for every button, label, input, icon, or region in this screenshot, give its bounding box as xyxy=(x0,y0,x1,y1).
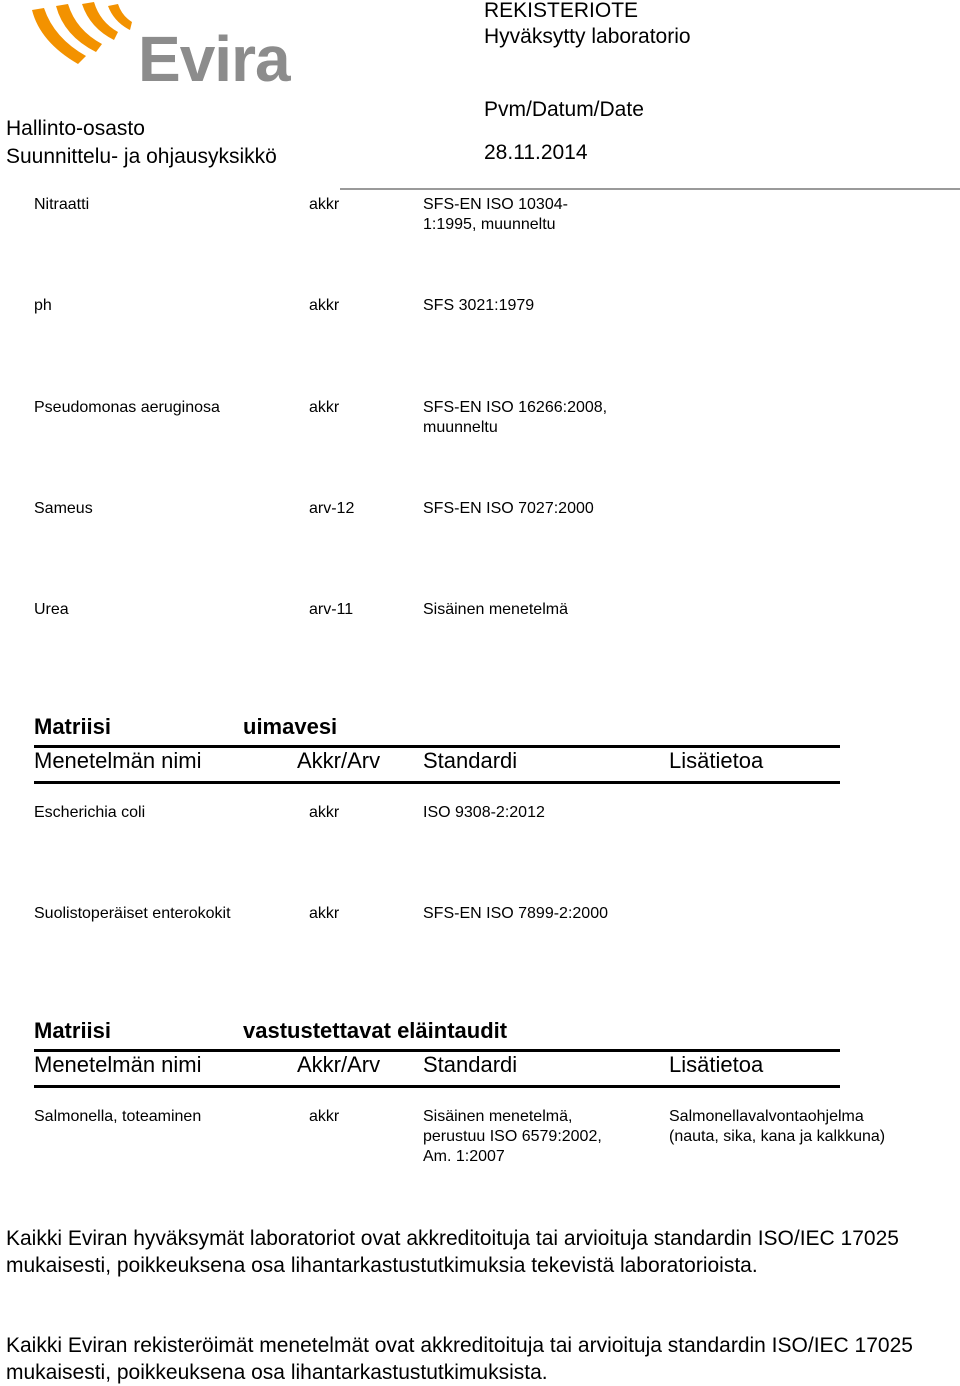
matrix-section xyxy=(34,714,840,794)
document-subtitle: Hyväksytty laboratorio xyxy=(484,25,691,48)
akkr-arv: akkr xyxy=(309,196,340,213)
date-value: 28.11.2014 xyxy=(484,141,588,164)
column-header-akkr: Akkr/Arv xyxy=(297,748,381,773)
standard: Sisäinen menetelmä, perustuu ISO 6579:2002, Am. 1:2007 xyxy=(423,1108,602,1165)
standard: SFS-EN ISO 16266:2008, muunneltu xyxy=(423,399,608,436)
standard: SFS-EN ISO 10304- 1:1995, muunneltu xyxy=(423,196,568,233)
column-header-info: Lisätietoa xyxy=(669,748,764,773)
evira-logo xyxy=(26,2,306,95)
date-label: Pvm/Datum/Date xyxy=(484,98,644,121)
matrix-bottom-rule xyxy=(34,781,840,784)
standard: SFS 3021:1979 xyxy=(423,297,535,314)
matrix-label: Matriisi xyxy=(34,1018,112,1043)
akkr-arv: arv-11 xyxy=(309,601,354,618)
matrix-name: vastustettavat eläintaudit xyxy=(243,1018,508,1043)
method-name: Sameus xyxy=(34,500,93,517)
unit-name: Suunnittelu- ja ohjausyksikkö xyxy=(6,145,277,168)
column-header-akkr: Akkr/Arv xyxy=(297,1052,381,1077)
standard: SFS-EN ISO 7027:2000 xyxy=(423,500,594,517)
akkr-arv: akkr xyxy=(309,804,340,821)
column-header-method: Menetelmän nimi xyxy=(34,1052,202,1077)
method-name: ph xyxy=(34,297,52,314)
matrix-label: Matriisi xyxy=(34,714,112,739)
document-title: REKISTERIOTE xyxy=(484,0,639,22)
method-name: Urea xyxy=(34,601,69,618)
standard: SFS-EN ISO 7899-2:2000 xyxy=(423,905,608,922)
matrix-name: uimavesi xyxy=(243,714,338,739)
additional-info: Salmonellavalvontaohjelma (nauta, sika, kana ja kalkkuna) xyxy=(669,1108,886,1145)
standard: ISO 9308-2:2012 xyxy=(423,804,545,821)
matrix-section xyxy=(34,1018,840,1098)
akkr-arv: akkr xyxy=(309,297,340,314)
method-name: Salmonella, toteaminen xyxy=(34,1108,202,1125)
department-name: Hallinto-osasto xyxy=(6,117,145,140)
column-header-method: Menetelmän nimi xyxy=(34,748,202,773)
method-name: Escherichia coli xyxy=(34,804,146,821)
method-name: Nitraatti xyxy=(34,196,90,213)
akkr-arv: akkr xyxy=(309,1108,340,1125)
header-divider xyxy=(340,188,960,190)
column-header-standard: Standardi xyxy=(423,748,518,773)
akkr-arv: akkr xyxy=(309,399,340,416)
footer-paragraph-1: Kaikki Eviran hyväksymät laboratoriot ovat akkreditoituja tai arvioituja standardin ISO/IEC 17025 mukaisesti, poikkeuksena osa lihantarkastustutkimuksia tekevistä laboratorioista. xyxy=(6,1227,899,1277)
column-header-info: Lisätietoa xyxy=(669,1052,764,1077)
akkr-arv: akkr xyxy=(309,905,340,922)
matrix-bottom-rule xyxy=(34,1085,840,1088)
method-name: Suolistoperäiset enterokokit xyxy=(34,905,231,922)
column-header-standard: Standardi xyxy=(423,1052,518,1077)
evira-logo-text: Evira xyxy=(138,23,290,95)
footer-paragraph-2: Kaikki Eviran rekisteröimät menetelmät ovat akkreditoituja tai arvioituja standardin ISO/IEC 17025 mukaisesti, poikkeuksena osa lihantarkastustutkimuksista. xyxy=(6,1334,913,1384)
standard: Sisäinen menetelmä xyxy=(423,601,568,618)
method-name: Pseudomonas aeruginosa xyxy=(34,399,220,416)
akkr-arv: arv-12 xyxy=(309,500,355,517)
